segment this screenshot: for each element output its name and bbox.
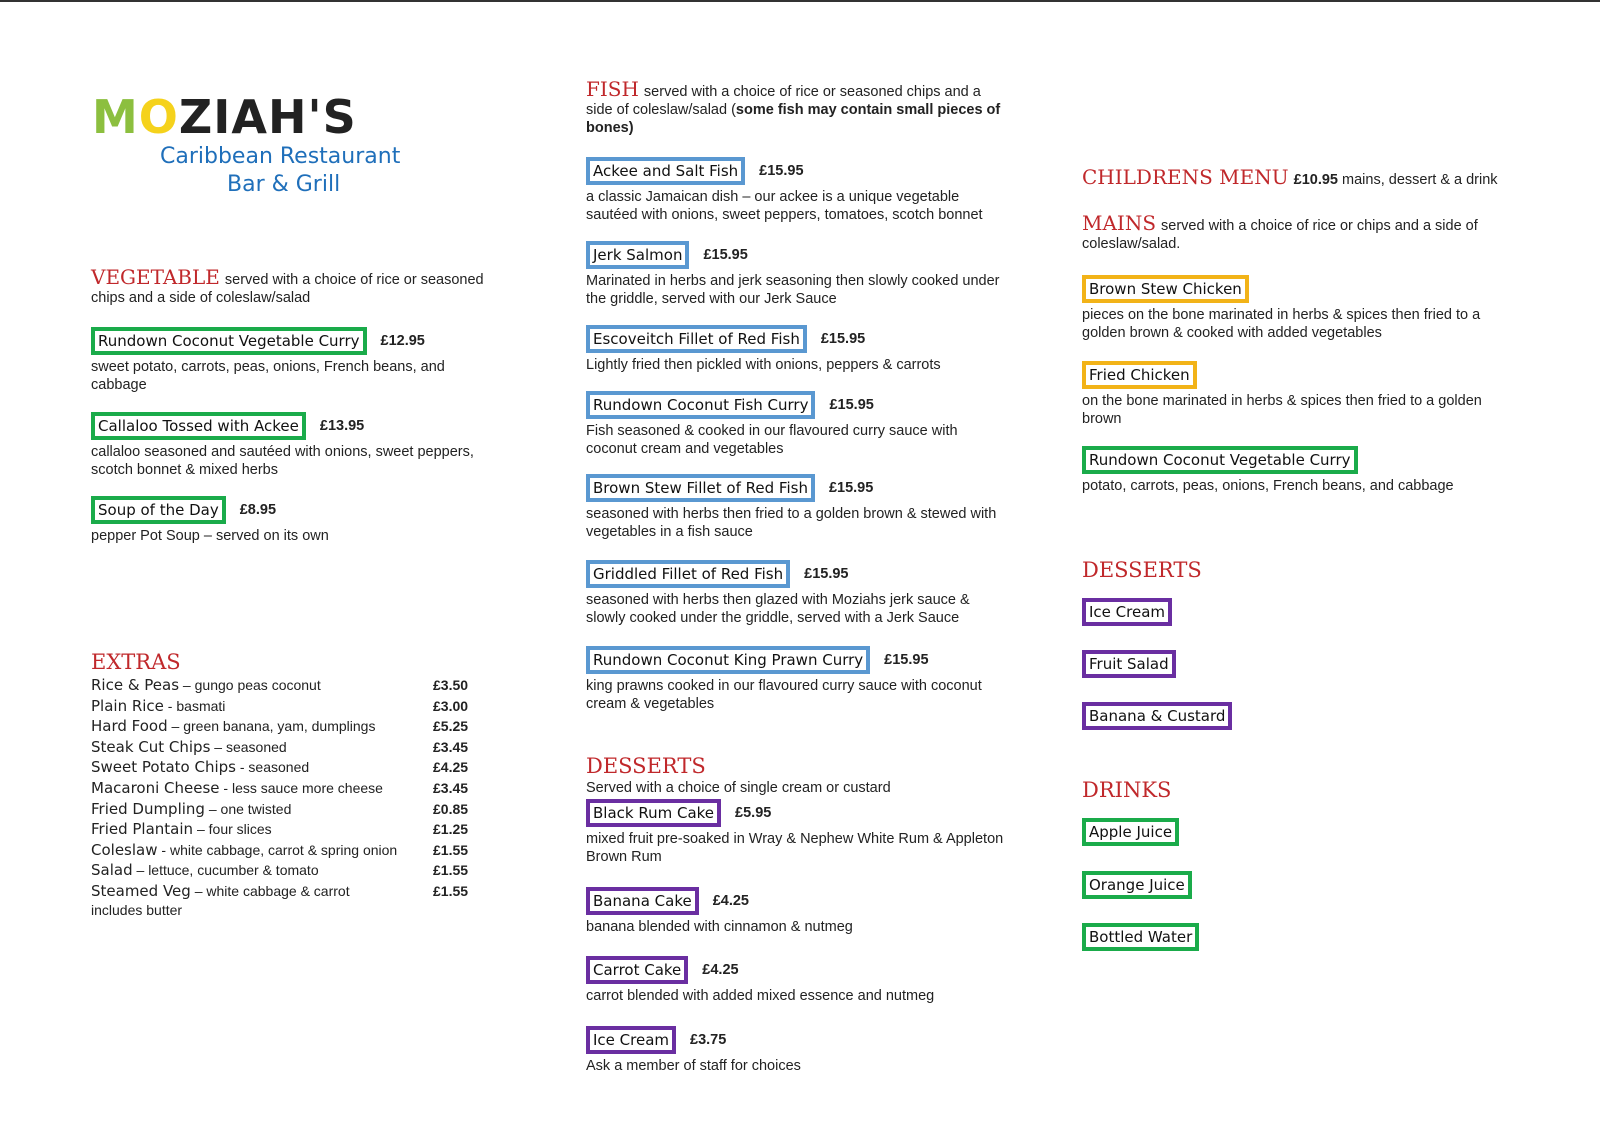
extra-separator: – [204,800,221,817]
item-description: seasoned with herbs then glazed with Moziahs jerk sauce & slowly cooked under the griddle, served with a Jerk Sauce [586,592,970,626]
extra-price: £1.55 [433,883,469,899]
extra-separator: - [219,780,232,796]
menu-item [1082,361,1512,428]
extra-detail: white cabbage, carrot & spring onion [169,841,398,858]
extra-separator: - [157,841,170,858]
item-name: Bottled Water [1082,923,1199,951]
extra-item [91,757,491,777]
logo-letter: M [92,90,139,144]
mains-header [1082,211,1507,253]
item-price: £13.95 [319,418,365,434]
extra-detail: four slices [208,821,272,838]
extra-price: £4.25 [433,759,469,776]
childrens-subtitle: mains, dessert & a drink [1337,172,1498,188]
childrens-dessert [1082,650,1176,678]
item-name: Griddled Fillet of Red Fish [586,560,790,588]
vegetable-title: VEGETABLE [91,265,220,289]
item-description: seasoned with herbs then fried to a golden brown & stewed with vegetables in a fish sauce [586,506,997,540]
childrens-price: £10.95 [1293,172,1338,188]
extra-price: £1.55 [433,841,469,858]
extra-item [91,778,491,798]
extra-name: Sweet Potato Chips [91,758,236,777]
extra-item [91,696,491,716]
item-name: Apple Juice [1082,818,1179,846]
right-column [1082,0,1542,1132]
middle-column [586,0,1016,1132]
item-price: £8.95 [239,502,277,518]
vegetable-intro: served with a choice of rice or seasoned chips and a side of coleslaw/salad [91,272,484,306]
item-name: Jerk Salmon [586,241,689,269]
item-description: callaloo seasoned and sautéed with onions, sweet peppers, scotch bonnet & mixed herbs [91,444,474,478]
extras-title: EXTRAS [91,650,181,674]
extra-name: Rice & Peas [91,676,180,694]
extra-separator: – [132,862,149,879]
item-description: on the bone marinated in herbs & spices then fried to a golden brown [1082,393,1482,427]
logo-letter: I [213,90,232,144]
extra-detail: lettuce, cucumber & tomato [148,862,319,879]
item-name: Rundown Coconut King Prawn Curry [586,646,870,674]
extra-detail: less sauce more cheese [231,780,383,796]
menu-item [586,956,1011,1006]
item-price: £12.95 [380,333,425,349]
desserts-title: DESSERTS [586,754,706,778]
extra-detail: seasoned [225,738,287,755]
extra-name: Salad [91,861,133,880]
extra-detail: green banana, yam, dumplings [183,718,376,735]
item-name: Brown Stew Fillet of Red Fish [586,474,815,502]
logo-letter: Z [178,90,214,144]
fish-intro: served with a choice of rice or seasoned chips and a side of coleslaw/salad ( [586,84,981,118]
extra-name: Steak Cut Chips [91,737,211,756]
item-price: £15.95 [820,331,866,347]
item-description: pepper Pot Soup – served on its own [91,528,329,544]
logo-letter: S [322,90,357,144]
menu-item [586,157,1011,224]
menu-item [1082,446,1512,496]
menu-item [1082,275,1512,342]
extras-list [91,675,491,925]
item-name: Rundown Coconut Vegetable Curry [91,327,367,355]
extra-item [91,799,491,819]
item-price: £15.95 [703,247,748,263]
item-price: £15.95 [884,652,929,668]
item-name: Ice Cream [586,1026,676,1054]
fish-title: FISH [586,77,639,101]
item-price: £3.75 [690,1032,727,1048]
extra-item [91,840,491,860]
item-name: Black Rum Cake [586,799,721,827]
item-description: banana blended with cinnamon & nutmeg [586,919,853,935]
menu-item [586,474,1011,541]
extra-detail: white cabbage & carrot [206,883,350,899]
logo-letter: H [267,90,308,144]
item-name: Banana & Custard [1082,702,1232,730]
extra-price: £1.25 [433,821,469,838]
mains-title: MAINS [1082,211,1157,235]
item-name: Ice Cream [1082,598,1172,626]
item-description: Lightly fried then pickled with onions, peppers & carrots [586,357,941,373]
vegetable-header [91,265,496,307]
item-price: £15.95 [804,566,849,582]
extra-name: Macaroni Cheese [91,779,220,797]
item-name: Callaloo Tossed with Ackee [91,412,306,440]
extras-footnote: includes butter [91,902,183,918]
menu-item [91,496,501,546]
extra-price: £5.25 [433,718,469,735]
fish-intro-note: some fish may contain small pieces of bones) [586,102,1001,136]
item-price: £4.25 [702,962,739,978]
extra-detail: seasoned [248,759,310,776]
extra-price: £1.55 [433,862,469,879]
item-price: £15.95 [828,480,874,496]
menu-item [586,391,1011,458]
extra-separator: – [210,738,226,755]
item-name: Soup of the Day [91,496,226,524]
extra-item [91,737,491,757]
childrens-header [1082,165,1542,189]
item-description: Ask a member of staff for choices [586,1058,801,1074]
extra-price: £3.50 [433,677,469,693]
item-name: Fruit Salad [1082,650,1176,678]
fish-header [586,77,1006,137]
extra-item [91,819,491,839]
menu-item [586,887,1011,937]
extra-name: Fried Plantain [91,820,194,839]
extra-separator: – [179,677,195,693]
item-description: pieces on the bone marinated in herbs & spices then fried to a golden brown & cooked with added vegetables [1082,307,1481,341]
item-description: potato, carrots, peas, onions, French beans, and cabbage [1082,478,1454,494]
drink-item [1082,818,1179,846]
item-description: carrot blended with added mixed essence and nutmeg [586,988,935,1004]
menu-item [586,646,1011,713]
childrens-title: CHILDRENS MENU [1082,165,1289,189]
menu-item [586,799,1011,866]
extra-item [91,716,491,736]
item-price: £15.95 [829,397,874,413]
mains-intro: served with a choice of rice or chips and a side of coleslaw/salad. [1082,218,1478,252]
item-name: Ackee and Salt Fish [586,157,745,185]
item-description: a classic Jamaican dish – our ackee is a unique vegetable sautéed with onions, sweet peppers, tomatoes, scotch bonnet [586,189,983,223]
extra-item [91,881,491,901]
item-name: Rundown Coconut Fish Curry [586,391,815,419]
desserts-intro: Served with a choice of single cream or custard [586,780,891,796]
item-name: Orange Juice [1082,871,1192,899]
extra-name: Hard Food [91,717,168,736]
item-description: Marinated in herbs and jerk seasoning then slowly cooked under the griddle, served with our Jerk Sauce [586,273,1000,307]
logo-letter: ' [307,90,323,144]
item-name: Brown Stew Chicken [1082,275,1249,303]
item-description: sweet potato, carrots, peas, onions, French beans, and cabbage [91,359,445,393]
menu-item [586,560,1011,627]
extra-separator: – [167,718,184,735]
extra-item [91,675,491,695]
extra-separator: - [163,697,177,714]
extra-price: £3.45 [433,738,469,755]
item-price: £15.95 [759,163,804,179]
item-name: Banana Cake [586,887,699,915]
item-description: mixed fruit pre-soaked in Wray & Nephew White Rum & Appleton Brown Rum [586,831,1004,865]
menu-item [586,1026,1011,1076]
menu-item [586,325,1011,375]
item-name: Rundown Coconut Vegetable Curry [1082,446,1358,474]
extra-detail: one twisted [220,800,292,817]
extra-price: £3.00 [433,697,469,714]
drink-item [1082,871,1192,899]
extra-detail: basmati [176,697,226,714]
tagline-line2: Bar & Grill [227,172,341,197]
extra-item [91,860,491,880]
childrens-dessert [1082,702,1232,730]
menu-item [586,241,1011,308]
logo [92,90,357,144]
extra-detail: gungo peas coconut [194,677,321,693]
drink-item [1082,923,1199,951]
extra-name: Steamed Veg [91,882,191,900]
logo-letter: A [231,90,268,144]
childrens-dessert [1082,598,1172,626]
menu-item [91,412,501,479]
tagline-line1: Caribbean Restaurant [160,144,401,169]
item-name: Carrot Cake [586,956,688,984]
drinks-title: DRINKS [1082,778,1172,802]
logo-letter: O [138,90,179,144]
item-price: £4.25 [712,893,749,909]
childrens-desserts-title: DESSERTS [1082,558,1202,582]
extra-price: £3.45 [433,780,469,796]
item-name: Escoveitch Fillet of Red Fish [586,325,807,353]
item-description: Fish seasoned & cooked in our flavoured curry sauce with coconut cream and vegetables [586,423,958,457]
extra-name: Plain Rice [91,696,164,715]
extra-separator: - [235,759,249,776]
item-description: king prawns cooked in our flavoured curry sauce with coconut cream & vegetables [586,678,982,712]
item-price: £5.95 [735,805,772,821]
extra-separator: – [193,821,209,838]
extra-name: Fried Dumpling [91,799,205,818]
extra-separator: – [190,883,207,899]
extra-price: £0.85 [433,800,469,817]
item-name: Fried Chicken [1082,361,1197,389]
left-column [91,0,511,1132]
menu-item [91,327,501,394]
extra-name: Coleslaw [91,840,158,859]
